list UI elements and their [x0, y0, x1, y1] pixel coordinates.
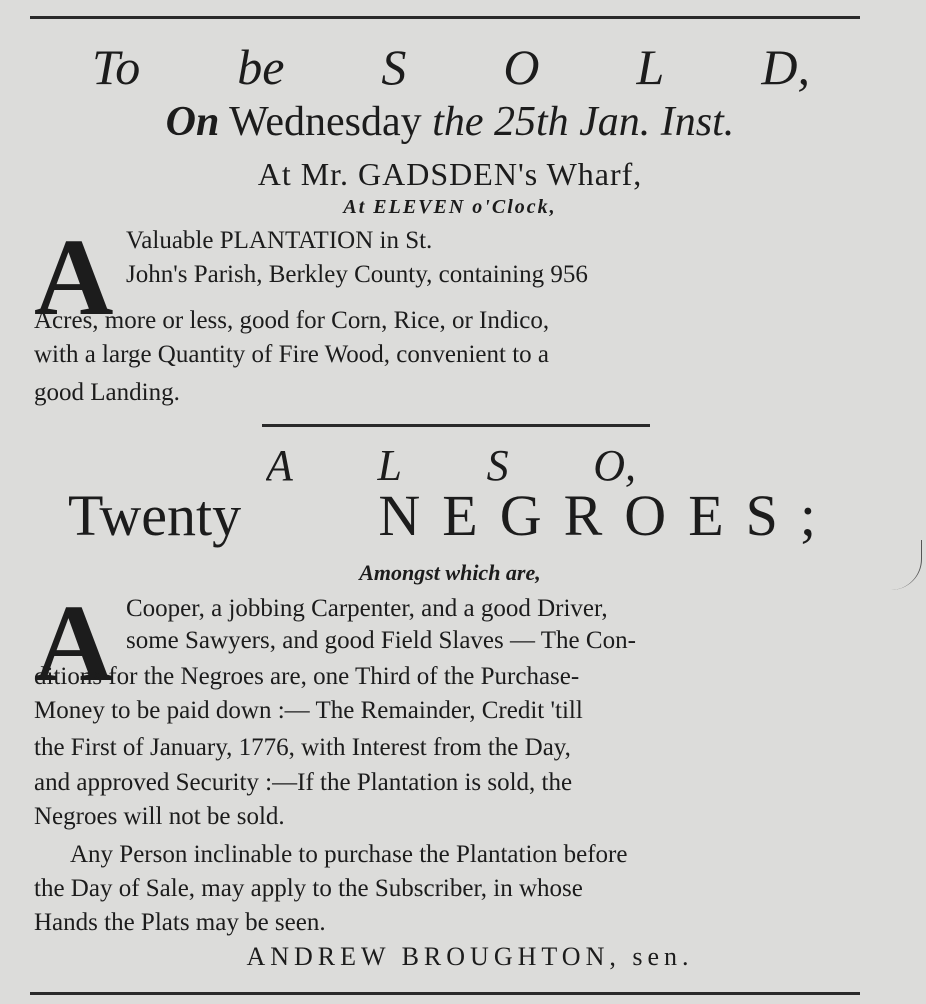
negroes-line: Cooper, a jobbing Carpenter, and a good Driver,	[126, 595, 608, 622]
plantation-line: good Landing.	[34, 379, 180, 406]
among-which-line: Amongst which are,	[359, 560, 541, 585]
also-letter: O,	[593, 441, 636, 490]
plantation-line: John's Parish, Berkley County, containing 956	[126, 261, 588, 288]
notice-line: Hands the Plats may be seen.	[34, 909, 326, 936]
date-day: Wednesday	[229, 99, 422, 145]
negroes-line: Money to be paid down :— The Remainder, Credit 'till	[34, 697, 583, 724]
subscriber-signature: ANDREW BROUGHTON, sen.	[246, 942, 694, 971]
plantation-line: Valuable PLANTATION in St.	[126, 227, 433, 254]
middle-divider-rule	[262, 424, 650, 427]
plantation-line: Acres, more or less, good for Corn, Rice, or Indico,	[34, 307, 550, 334]
sale-date-line	[50, 98, 850, 146]
margin-pen-mark	[891, 540, 922, 590]
date-rest: the 25th Jan. Inst.	[432, 99, 735, 145]
headline-word: D,	[761, 39, 810, 95]
plantation-line: with a large Quantity of Fire Wood, convenient to a	[34, 341, 550, 368]
also-letter: A	[266, 441, 293, 490]
top-divider-rule	[30, 16, 860, 19]
headline-word: be	[237, 39, 285, 95]
notice-line: the Day of Sale, may apply to the Subscriber, in whose	[34, 875, 583, 902]
headline-word: L	[636, 39, 665, 95]
headline-word: To	[92, 39, 141, 95]
notice-line: Any Person inclinable to purchase the Plantation before	[70, 841, 628, 868]
also-letter: S	[486, 441, 509, 490]
sale-location: At Mr. GADSDEN's Wharf,	[257, 156, 643, 192]
sale-time: At ELEVEN o'Clock,	[343, 196, 557, 218]
negroes-line: and approved Security :—If the Plantation is sold, the	[34, 769, 573, 796]
headline-to-be-sold	[92, 38, 810, 96]
subject-heading	[68, 482, 838, 549]
negroes-line: Negroes will not be sold.	[34, 803, 285, 830]
also-letter: L	[377, 441, 402, 490]
headline-word: O	[503, 39, 540, 95]
subject-word-twenty: Twenty	[68, 483, 242, 548]
headline-word: S	[381, 39, 407, 95]
negroes-line: ditions for the Negroes are, one Third of the Purchase-	[34, 663, 580, 690]
date-on: On	[165, 99, 220, 145]
negroes-line: some Sawyers, and good Field Slaves — The Con-	[126, 627, 636, 654]
bottom-divider-rule	[30, 992, 860, 995]
subject-word-negroes: NEGROES;	[378, 483, 838, 548]
negroes-dropcap: A	[34, 582, 114, 704]
negroes-line: the First of January, 1776, with Interest from the Day,	[34, 734, 571, 761]
plantation-dropcap: A	[34, 216, 114, 338]
